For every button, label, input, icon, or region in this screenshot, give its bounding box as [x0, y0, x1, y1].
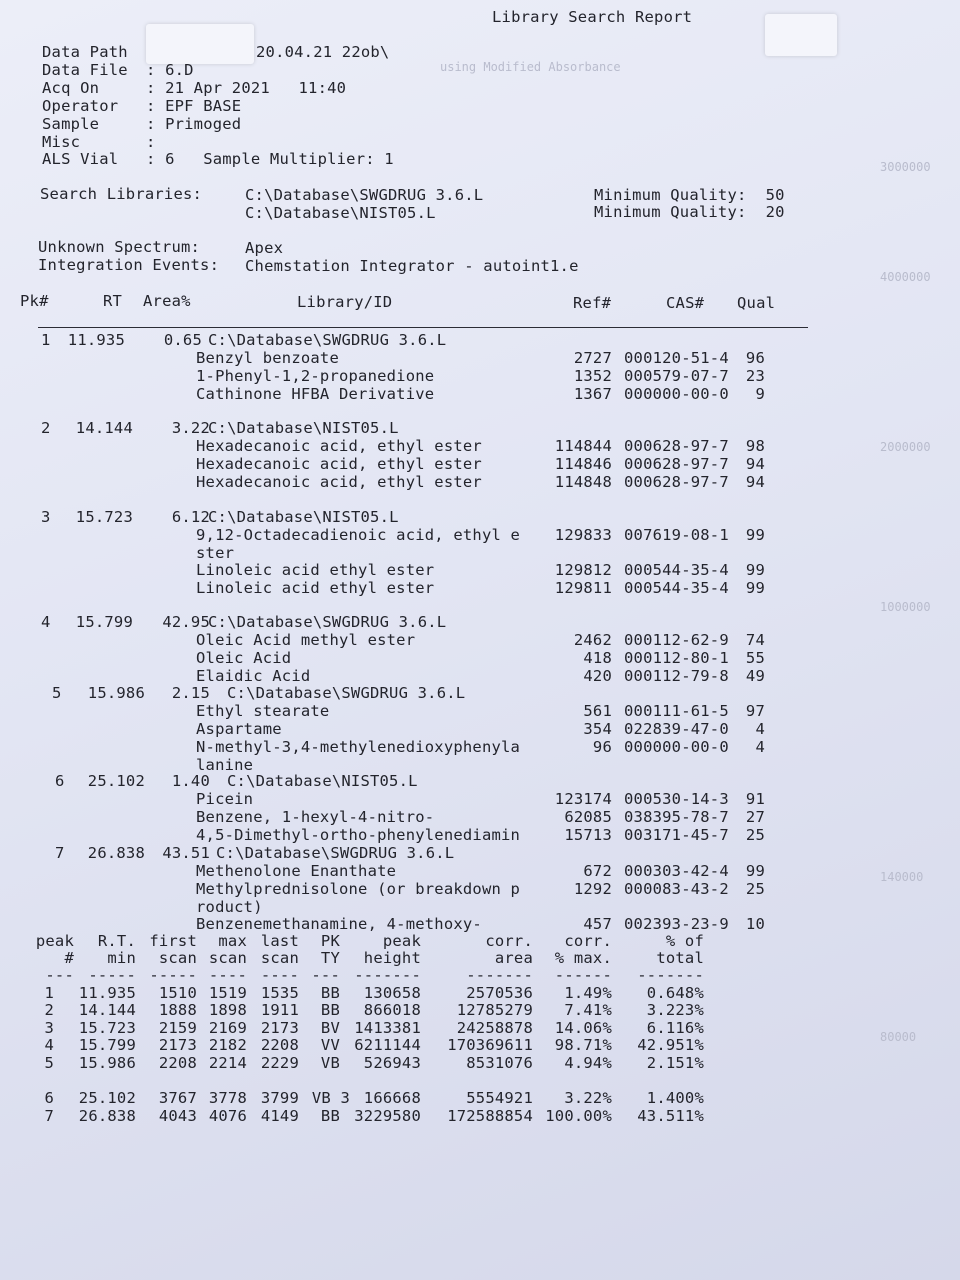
int-row-cell: 8531076 [466, 1054, 533, 1072]
search-library-2: C:\Database\NIST05.L [245, 204, 436, 222]
hit-name: Linoleic acid ethyl ester [196, 579, 435, 597]
hit-cas: 000544-35-4 [624, 561, 729, 579]
int-row-cell: 1.400% [646, 1089, 704, 1107]
redaction-sticker-top-right [765, 14, 837, 56]
hit-name: Oleic Acid methyl ester [196, 631, 416, 649]
int-row-cell: 42.951% [637, 1036, 704, 1054]
report-title: Library Search Report [492, 8, 693, 26]
hit-qual: 94 [745, 455, 765, 473]
peak-library: C:\Database\NIST05.L [208, 419, 399, 437]
int-row-cell: 1510 [158, 984, 197, 1002]
hit-cas: 000628-97-7 [624, 437, 729, 455]
int-header-bottom-9: total [656, 949, 704, 967]
int-row-cell: BV [320, 1019, 340, 1037]
int-row-cell: 6211144 [354, 1036, 421, 1054]
hit-cas: 000303-42-4 [624, 862, 729, 880]
hit-cas: 000530-14-3 [624, 790, 729, 808]
hit-name: Benzyl benzoate [196, 349, 339, 367]
int-header-top-9: % of [665, 932, 704, 950]
hit-qual: 49 [745, 667, 765, 685]
hit-name: Hexadecanoic acid, ethyl ester [196, 437, 482, 455]
hit-qual: 74 [745, 631, 765, 649]
bleed-through-axis-3: 2000000 [880, 440, 931, 454]
int-row-cell: BB [320, 1107, 340, 1125]
int-row-cell: 7 [44, 1107, 54, 1125]
peak-rt: 11.935 [67, 331, 125, 349]
int-row-cell: 3229580 [354, 1107, 421, 1125]
int-header-top-2: first [149, 932, 197, 950]
int-row-cell: 5 [44, 1054, 54, 1072]
int-row-cell: VB 3 [311, 1089, 350, 1107]
bleed-through-axis-5: 140000 [880, 870, 924, 884]
int-row-cell: 2.151% [646, 1054, 704, 1072]
als-vial-label: ALS Vial [42, 150, 119, 168]
int-row-cell: 1.49% [564, 984, 612, 1002]
int-row-cell: 6 [44, 1089, 54, 1107]
peak-area-percent: 2.15 [171, 684, 210, 702]
int-header-bottom-7: area [494, 949, 533, 967]
int-row-cell: 1535 [260, 984, 299, 1002]
int-row-cell: 172588854 [447, 1107, 533, 1125]
col-header-pk: Pk# [20, 292, 49, 310]
peak-rt: 15.799 [75, 613, 133, 631]
int-header-top-0: peak [35, 932, 74, 950]
hit-ref: 672 [583, 862, 612, 880]
peak-area-percent: 6.12 [171, 508, 210, 526]
hit-cas: 000000-00-0 [624, 385, 729, 403]
hit-cas: 000112-62-9 [624, 631, 729, 649]
data-path-label: Data Path [42, 43, 128, 61]
int-row-cell: 100.00% [545, 1107, 612, 1125]
int-row-cell: 15.986 [78, 1054, 136, 1072]
int-row-cell: 2159 [158, 1019, 197, 1037]
peak-rt: 26.838 [87, 844, 145, 862]
hit-qual: 96 [745, 349, 765, 367]
hit-name: Hexadecanoic acid, ethyl ester [196, 473, 482, 491]
header-rule [38, 327, 808, 328]
acq-on-value: : 21 Apr 2021 11:40 [146, 79, 347, 97]
peak-number: 5 [52, 684, 62, 702]
int-header-dashes-0: --- [45, 966, 74, 984]
int-row-cell: 11.935 [78, 984, 136, 1002]
int-header-bottom-4: scan [260, 949, 299, 967]
col-header-area: Area% [143, 292, 191, 310]
int-header-bottom-6: height [363, 949, 421, 967]
peak-library: C:\Database\NIST05.L [208, 508, 399, 526]
hit-cas: 000083-43-2 [624, 880, 729, 898]
hit-ref: 129811 [554, 579, 612, 597]
int-header-bottom-5: TY [320, 949, 340, 967]
int-row-cell: 1898 [208, 1001, 247, 1019]
int-row-cell: 2208 [260, 1036, 299, 1054]
minimum-quality-1: Minimum Quality: 50 [594, 186, 785, 204]
int-header-dashes-2: ----- [149, 966, 197, 984]
search-library-1: C:\Database\SWGDRUG 3.6.L [245, 186, 484, 204]
int-row-cell: 2570536 [466, 984, 533, 1002]
als-vial-value: : 6 Sample Multiplier: 1 [146, 150, 394, 168]
hit-name: 4,5-Dimethyl-ortho-phenylenediamin [196, 826, 521, 844]
int-row-cell: 14.144 [78, 1001, 136, 1019]
hit-cas: 000112-79-8 [624, 667, 729, 685]
int-row-cell: 98.71% [554, 1036, 612, 1054]
col-header-library: Library/ID [297, 293, 393, 311]
int-row-cell: 2173 [158, 1036, 197, 1054]
int-row-cell: 43.511% [637, 1107, 704, 1125]
col-header-rt: RT [103, 292, 123, 310]
peak-number: 4 [41, 613, 51, 631]
int-row-cell: VB [320, 1054, 340, 1072]
int-row-cell: 166668 [363, 1089, 421, 1107]
hit-cas: 000628-97-7 [624, 455, 729, 473]
int-row-cell: 4076 [208, 1107, 247, 1125]
peak-area-percent: 42.95 [162, 613, 210, 631]
integration-events-label: Integration Events: [38, 256, 220, 274]
hit-ref: 1292 [573, 880, 612, 898]
hit-cas: 000111-61-5 [624, 702, 729, 720]
hit-qual: 97 [745, 702, 765, 720]
int-row-cell: 3799 [260, 1089, 299, 1107]
int-row-cell: 2169 [208, 1019, 247, 1037]
col-header-ref: Ref# [573, 294, 612, 312]
hit-qual: 98 [745, 437, 765, 455]
int-row-cell: 2229 [260, 1054, 299, 1072]
redaction-sticker-data-path [146, 24, 254, 64]
peak-library: C:\Database\SWGDRUG 3.6.L [216, 844, 455, 862]
int-row-cell: 1413381 [354, 1019, 421, 1037]
hit-ref: 1352 [573, 367, 612, 385]
data-file-label: Data File [42, 61, 128, 79]
int-row-cell: 6.116% [646, 1019, 704, 1037]
search-libraries-label: Search Libraries: [40, 185, 203, 203]
hit-ref: 114844 [554, 437, 612, 455]
peak-number: 3 [41, 508, 51, 526]
hit-name: Aspartame [196, 720, 282, 738]
peak-library: C:\Database\NIST05.L [227, 772, 418, 790]
hit-ref: 96 [592, 738, 612, 756]
unknown-spectrum-label: Unknown Spectrum: [38, 238, 201, 256]
int-row-cell: 15.723 [78, 1019, 136, 1037]
int-row-cell: 4 [44, 1036, 54, 1054]
hit-name-continued: roduct) [196, 898, 263, 916]
hit-ref: 354 [583, 720, 612, 738]
int-row-cell: 14.06% [554, 1019, 612, 1037]
hit-qual: 91 [745, 790, 765, 808]
int-header-top-7: corr. [485, 932, 533, 950]
peak-area-percent: 3.22 [171, 419, 210, 437]
int-row-cell: 5554921 [466, 1089, 533, 1107]
hit-ref: 561 [583, 702, 612, 720]
hit-qual: 99 [745, 526, 765, 544]
hit-cas: 000000-00-0 [624, 738, 729, 756]
int-header-bottom-1: min [107, 949, 136, 967]
int-header-top-3: max [218, 932, 247, 950]
hit-cas: 000120-51-4 [624, 349, 729, 367]
hit-cas: 022839-47-0 [624, 720, 729, 738]
peak-number: 1 [41, 331, 51, 349]
int-row-cell: 170369611 [447, 1036, 533, 1054]
peak-area-percent: 0.65 [163, 331, 202, 349]
hit-ref: 129812 [554, 561, 612, 579]
int-header-bottom-0: # [64, 949, 74, 967]
bleed-through-axis-1: 3000000 [880, 160, 931, 174]
sample-label: Sample [42, 115, 100, 133]
hit-name: Benzenemethanamine, 4-methoxy- [196, 915, 482, 933]
hit-name: Ethyl stearate [196, 702, 330, 720]
int-row-cell: 15.799 [78, 1036, 136, 1054]
hit-cas: 000579-07-7 [624, 367, 729, 385]
int-row-cell: 526943 [363, 1054, 421, 1072]
int-header-dashes-6: ------- [354, 966, 421, 984]
hit-ref: 114846 [554, 455, 612, 473]
int-header-dashes-1: ----- [88, 966, 136, 984]
hit-cas: 038395-78-7 [624, 808, 729, 826]
hit-qual: 94 [745, 473, 765, 491]
hit-qual: 25 [745, 880, 765, 898]
int-header-dashes-3: ---- [208, 966, 247, 984]
hit-qual: 4 [755, 738, 765, 756]
hit-qual: 25 [745, 826, 765, 844]
int-row-cell: 2214 [208, 1054, 247, 1072]
hit-ref: 2462 [573, 631, 612, 649]
hit-qual: 10 [745, 915, 765, 933]
peak-rt: 25.102 [87, 772, 145, 790]
int-row-cell: 2182 [208, 1036, 247, 1054]
int-row-cell: 4149 [260, 1107, 299, 1125]
peak-number: 2 [41, 419, 51, 437]
hit-cas: 003171-45-7 [624, 826, 729, 844]
hit-name: Picein [196, 790, 254, 808]
hit-qual: 55 [745, 649, 765, 667]
int-header-top-6: peak [382, 932, 421, 950]
hit-ref: 15713 [564, 826, 612, 844]
hit-ref: 123174 [554, 790, 612, 808]
int-row-cell: 1 [44, 984, 54, 1002]
minimum-quality-2: Minimum Quality: 20 [594, 203, 785, 221]
int-row-cell: BB [320, 984, 340, 1002]
int-row-cell: 130658 [363, 984, 421, 1002]
int-row-cell: 26.838 [78, 1107, 136, 1125]
data-path-value: 20.04.21 22ob\ [256, 43, 390, 61]
operator-label: Operator [42, 97, 119, 115]
int-header-dashes-9: ------- [637, 966, 704, 984]
int-header-top-4: last [260, 932, 299, 950]
int-row-cell: 3778 [208, 1089, 247, 1107]
int-row-cell: 2 [44, 1001, 54, 1019]
hit-name: 1-Phenyl-1,2-propanedione [196, 367, 435, 385]
hit-cas: 002393-23-9 [624, 915, 729, 933]
int-row-cell: 3.22% [564, 1089, 612, 1107]
hit-ref: 129833 [554, 526, 612, 544]
peak-library: C:\Database\SWGDRUG 3.6.L [208, 613, 447, 631]
peak-area-percent: 43.51 [162, 844, 210, 862]
peak-rt: 14.144 [75, 419, 133, 437]
col-header-cas: CAS# [666, 294, 705, 312]
data-file-value: : 6.D [146, 61, 194, 79]
int-header-bottom-3: scan [208, 949, 247, 967]
hit-ref: 457 [583, 915, 612, 933]
int-header-bottom-2: scan [158, 949, 197, 967]
operator-value: : EPF BASE [146, 97, 242, 115]
hit-ref: 114848 [554, 473, 612, 491]
int-row-cell: BB [320, 1001, 340, 1019]
int-header-top-1: R.T. [97, 932, 136, 950]
int-row-cell: 0.648% [646, 984, 704, 1002]
hit-name: Oleic Acid [196, 649, 292, 667]
int-row-cell: 3.223% [646, 1001, 704, 1019]
hit-cas: 000112-80-1 [624, 649, 729, 667]
int-row-cell: 12785279 [456, 1001, 533, 1019]
misc-label: Misc [42, 133, 81, 151]
int-header-dashes-4: ---- [260, 966, 299, 984]
bleed-through-axis-4: 1000000 [880, 600, 931, 614]
hit-name: Hexadecanoic acid, ethyl ester [196, 455, 482, 473]
int-header-dashes-5: --- [311, 966, 340, 984]
hit-name: Cathinone HFBA Derivative [196, 385, 435, 403]
peak-rt: 15.986 [87, 684, 145, 702]
int-row-cell: 2173 [260, 1019, 299, 1037]
int-row-cell: 1911 [260, 1001, 299, 1019]
int-row-cell: 4.94% [564, 1054, 612, 1072]
int-row-cell: 3 [44, 1019, 54, 1037]
hit-qual: 23 [745, 367, 765, 385]
peak-library: C:\Database\SWGDRUG 3.6.L [227, 684, 466, 702]
peak-library: C:\Database\SWGDRUG 3.6.L [208, 331, 447, 349]
hit-ref: 418 [583, 649, 612, 667]
bleed-through-axis-2: 4000000 [880, 270, 931, 284]
int-row-cell: 7.41% [564, 1001, 612, 1019]
peak-rt: 15.723 [75, 508, 133, 526]
hit-name: Benzene, 1-hexyl-4-nitro- [196, 808, 435, 826]
hit-qual: 27 [745, 808, 765, 826]
hit-name: Methenolone Enanthate [196, 862, 397, 880]
int-row-cell: 2208 [158, 1054, 197, 1072]
int-row-cell: 25.102 [78, 1089, 136, 1107]
integration-events-value: Chemstation Integrator - autoint1.e [245, 257, 579, 275]
hit-name-continued: lanine [196, 756, 254, 774]
hit-ref: 1367 [573, 385, 612, 403]
hit-qual: 9 [755, 385, 765, 403]
int-row-cell: 1519 [208, 984, 247, 1002]
hit-name: 9,12-Octadecadienoic acid, ethyl e [196, 526, 521, 544]
hit-name: Methylprednisolone (or breakdown p [196, 880, 521, 898]
int-row-cell: 3767 [158, 1089, 197, 1107]
bleed-through-text: using Modified Absorbance [440, 60, 621, 74]
int-header-dashes-8: ------ [554, 966, 612, 984]
peak-number: 7 [55, 844, 65, 862]
int-header-top-5: PK [320, 932, 340, 950]
unknown-spectrum-value: Apex [245, 239, 284, 257]
int-row-cell: 866018 [363, 1001, 421, 1019]
int-row-cell: 24258878 [456, 1019, 533, 1037]
hit-name: Linoleic acid ethyl ester [196, 561, 435, 579]
int-row-cell: 4043 [158, 1107, 197, 1125]
int-row-cell: VV [320, 1036, 340, 1054]
col-header-qual: Qual [737, 294, 776, 312]
hit-name-continued: ster [196, 544, 235, 562]
hit-qual: 99 [745, 862, 765, 880]
sample-value: : Primoged [146, 115, 242, 133]
bleed-through-axis-6: 80000 [880, 1030, 917, 1044]
int-header-top-8: corr. [564, 932, 612, 950]
hit-ref: 62085 [564, 808, 612, 826]
hit-qual: 99 [745, 561, 765, 579]
hit-name: N-methyl-3,4-methylenedioxyphenyla [196, 738, 521, 756]
hit-cas: 000544-35-4 [624, 579, 729, 597]
hit-qual: 4 [755, 720, 765, 738]
peak-area-percent: 1.40 [171, 772, 210, 790]
int-row-cell: 1888 [158, 1001, 197, 1019]
int-header-bottom-8: % max. [554, 949, 612, 967]
acq-on-label: Acq On [42, 79, 100, 97]
hit-ref: 420 [583, 667, 612, 685]
hit-ref: 2727 [573, 349, 612, 367]
hit-name: Elaidic Acid [196, 667, 311, 685]
hit-cas: 007619-08-1 [624, 526, 729, 544]
peak-number: 6 [55, 772, 65, 790]
hit-cas: 000628-97-7 [624, 473, 729, 491]
int-header-dashes-7: ------- [466, 966, 533, 984]
misc-value: : [146, 133, 156, 151]
hit-qual: 99 [745, 579, 765, 597]
